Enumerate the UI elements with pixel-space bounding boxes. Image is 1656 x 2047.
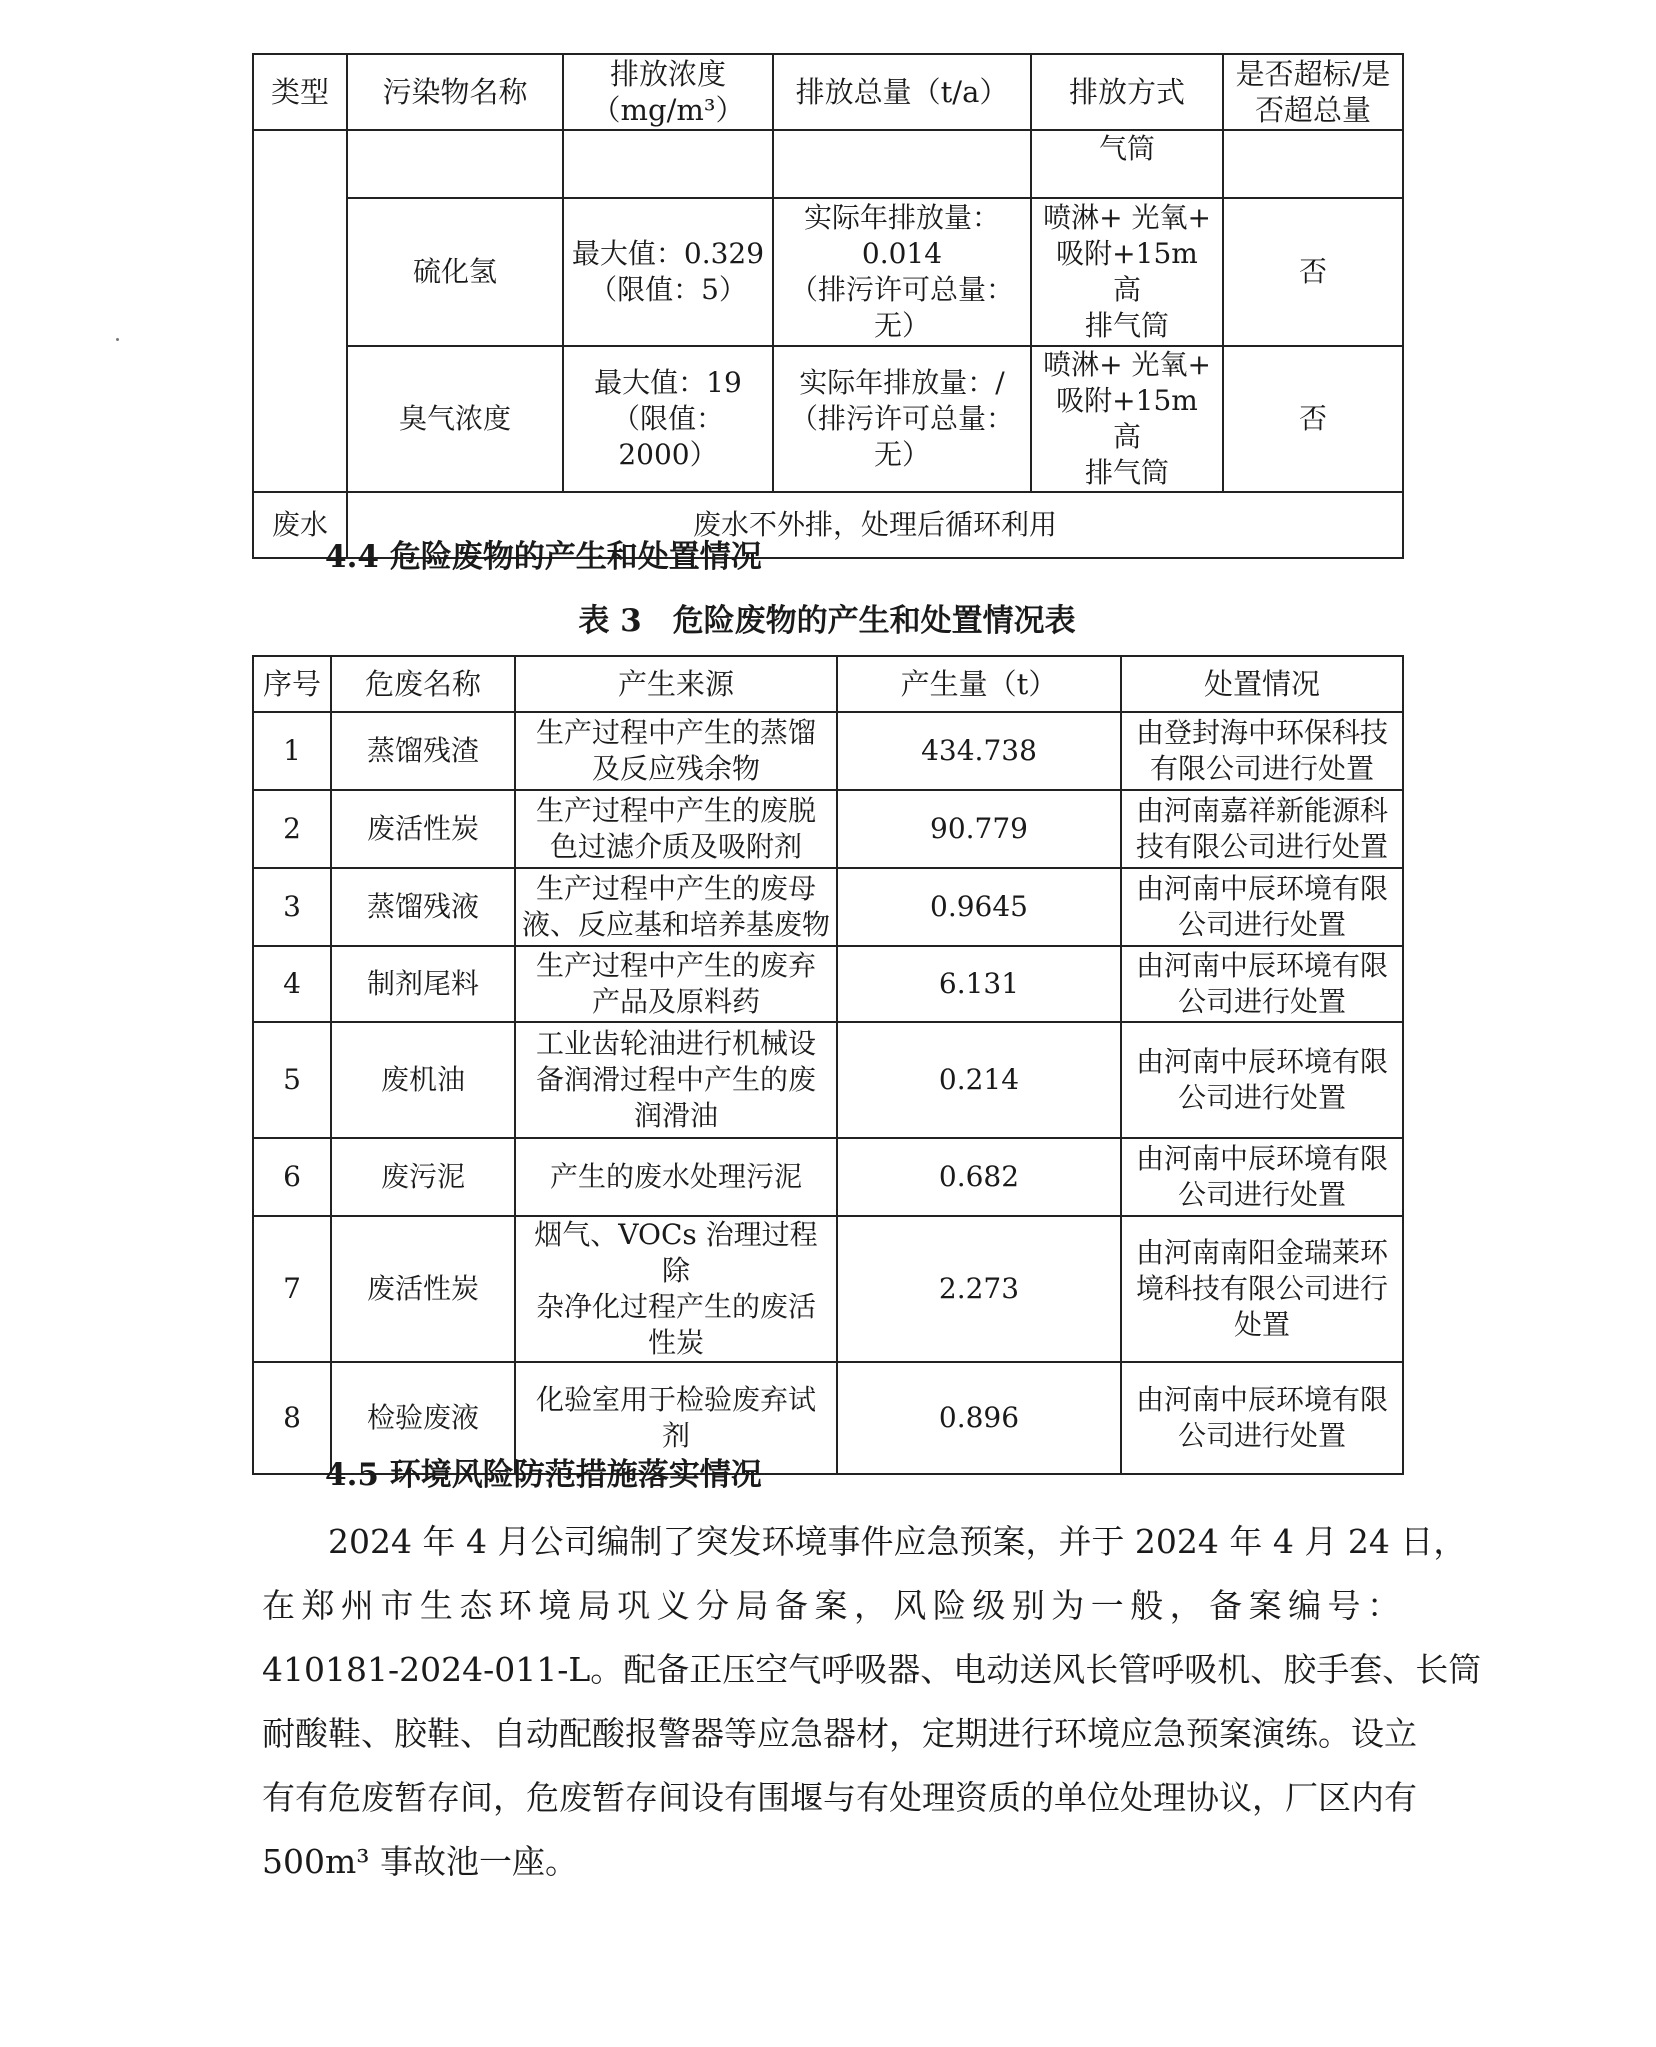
waste-name: 废活性炭 bbox=[331, 1216, 515, 1362]
waste-disposal: 由河南南阳金瑞莱环 境科技有限公司进行 处置 bbox=[1121, 1216, 1403, 1362]
header-cell: 危废名称 bbox=[331, 656, 515, 712]
waste-source: 化验室用于检验废弃试 剂 bbox=[515, 1362, 837, 1474]
waste-disposal: 由河南中辰环境有限 公司进行处置 bbox=[1121, 1022, 1403, 1138]
waste-name: 蒸馏残渣 bbox=[331, 712, 515, 790]
table-header-row bbox=[253, 54, 1403, 130]
header-cell: 污染物名称 bbox=[347, 54, 563, 130]
wastewater-note: 废水不外排，处理后循环利用 bbox=[347, 492, 1403, 558]
header-cell: 排放浓度 （mg/m³） bbox=[563, 54, 773, 130]
table-row bbox=[253, 1216, 1403, 1362]
waste-source: 工业齿轮油进行机械设 备润滑过程中产生的废 润滑油 bbox=[515, 1022, 837, 1138]
table-cell bbox=[773, 130, 1031, 198]
header-cell: 排放总量（t/a） bbox=[773, 54, 1031, 130]
waste-amount: 0.896 bbox=[837, 1362, 1121, 1474]
waste-source: 烟气、VOCs 治理过程除 杂净化过程产生的废活 性炭 bbox=[515, 1216, 837, 1362]
concentration-cell: 最大值：0.329 （限值：5） bbox=[563, 198, 773, 346]
method-cell: 气筒 bbox=[1031, 130, 1223, 198]
table-cell bbox=[347, 130, 563, 198]
waste-name: 制剂尾料 bbox=[331, 946, 515, 1022]
table-cell bbox=[563, 130, 773, 198]
paragraph-line: 有有危废暂存间，危废暂存间设有围堰与有处理资质的单位处理协议，厂区内有 bbox=[262, 1778, 1417, 1817]
waste-name: 蒸馏残液 bbox=[331, 868, 515, 946]
waste-disposal: 由河南中辰环境有限 公司进行处置 bbox=[1121, 946, 1403, 1022]
waste-disposal: 由河南中辰环境有限 公司进行处置 bbox=[1121, 1138, 1403, 1216]
table-row bbox=[253, 790, 1403, 868]
waste-source: 生产过程中产生的废母 液、反应基和培养基废物 bbox=[515, 868, 837, 946]
row-number: 7 bbox=[253, 1216, 331, 1362]
table-row bbox=[253, 1022, 1403, 1138]
pollutant-cell: 臭气浓度 bbox=[347, 346, 563, 492]
waste-name: 废机油 bbox=[331, 1022, 515, 1138]
hazardous-waste-table bbox=[252, 655, 1404, 1475]
table-cell bbox=[1223, 130, 1403, 198]
header-cell: 是否超标/是 否超总量 bbox=[1223, 54, 1403, 130]
header-cell: 序号 bbox=[253, 656, 331, 712]
waste-amount: 0.682 bbox=[837, 1138, 1121, 1216]
table-row bbox=[253, 1138, 1403, 1216]
waste-source: 生产过程中产生的蒸馏 及反应残余物 bbox=[515, 712, 837, 790]
waste-amount: 90.779 bbox=[837, 790, 1121, 868]
header-cell: 处置情况 bbox=[1121, 656, 1403, 712]
table-caption: 表 3 危险废物的产生和处置情况表 bbox=[578, 603, 1076, 639]
header-cell: 类型 bbox=[253, 54, 347, 130]
row-number: 4 bbox=[253, 946, 331, 1022]
waste-source: 生产过程中产生的废弃 产品及原料药 bbox=[515, 946, 837, 1022]
waste-disposal: 由河南中辰环境有限 公司进行处置 bbox=[1121, 868, 1403, 946]
risk-paragraph bbox=[262, 1510, 1482, 1894]
row-number: 1 bbox=[253, 712, 331, 790]
section-heading-4-4: 4.4 危险废物的产生和处置情况 bbox=[325, 539, 762, 575]
waste-disposal: 由河南中辰环境有限 公司进行处置 bbox=[1121, 1362, 1403, 1474]
paragraph-line: 耐酸鞋、胶鞋、自动配酸报警器等应急器材，定期进行环境应急预案演练。设立 bbox=[262, 1714, 1417, 1753]
total-cell: 实际年排放量： 0.014 （排污许可总量： 无） bbox=[773, 198, 1031, 346]
table-row bbox=[253, 130, 1403, 198]
table-row bbox=[253, 198, 1403, 346]
paragraph-line: 500m³ 事故池一座。 bbox=[262, 1842, 578, 1881]
table-row bbox=[253, 868, 1403, 946]
header-cell: 产生来源 bbox=[515, 656, 837, 712]
row-number: 3 bbox=[253, 868, 331, 946]
type-cell-blank bbox=[253, 130, 347, 492]
waste-disposal: 由河南嘉祥新能源科 技有限公司进行处置 bbox=[1121, 790, 1403, 868]
concentration-cell: 最大值：19 （限值：2000） bbox=[563, 346, 773, 492]
row-number: 8 bbox=[253, 1362, 331, 1474]
table-row bbox=[253, 712, 1403, 790]
header-cell: 排放方式 bbox=[1031, 54, 1223, 130]
pollutant-cell: 硫化氢 bbox=[347, 198, 563, 346]
paragraph-line: 410181-2024-011-L。配备正压空气呼吸器、电动送风长管呼吸机、胶手套、长筒 bbox=[262, 1650, 1482, 1689]
waste-amount: 434.738 bbox=[837, 712, 1121, 790]
exceed-cell: 否 bbox=[1223, 198, 1403, 346]
waste-name: 废活性炭 bbox=[331, 790, 515, 868]
row-number: 6 bbox=[253, 1138, 331, 1216]
waste-source: 产生的废水处理污泥 bbox=[515, 1138, 837, 1216]
waste-amount: 0.214 bbox=[837, 1022, 1121, 1138]
method-cell: 喷淋+ 光氧+ 吸附+15m 高 排气筒 bbox=[1031, 198, 1223, 346]
total-cell: 实际年排放量：/ （排污许可总量： 无） bbox=[773, 346, 1031, 492]
row-number: 2 bbox=[253, 790, 331, 868]
waste-amount: 0.9645 bbox=[837, 868, 1121, 946]
row-number: 5 bbox=[253, 1022, 331, 1138]
section-heading-4-5: 4.5 环境风险防范措施落实情况 bbox=[325, 1457, 762, 1493]
emissions-table bbox=[252, 53, 1404, 559]
waste-name: 废污泥 bbox=[331, 1138, 515, 1216]
waste-source: 生产过程中产生的废脱 色过滤介质及吸附剂 bbox=[515, 790, 837, 868]
method-cell: 喷淋+ 光氧+ 吸附+15m 高 排气筒 bbox=[1031, 346, 1223, 492]
paragraph-line: 在郑州市生态环境局巩义分局备案，风险级别为一般，备案编号： bbox=[262, 1586, 1400, 1625]
scan-speck bbox=[116, 338, 119, 341]
paragraph-line: 2024 年 4 月公司编制了突发环境事件应急预案，并于 2024 年 4 月 24 日， bbox=[262, 1522, 1467, 1561]
waste-amount: 2.273 bbox=[837, 1216, 1121, 1362]
table-header-row bbox=[253, 656, 1403, 712]
waste-name: 检验废液 bbox=[331, 1362, 515, 1474]
type-cell: 废水 bbox=[253, 492, 347, 558]
exceed-cell: 否 bbox=[1223, 346, 1403, 492]
table-row bbox=[253, 946, 1403, 1022]
waste-disposal: 由登封海中环保科技 有限公司进行处置 bbox=[1121, 712, 1403, 790]
table-row bbox=[253, 346, 1403, 492]
waste-amount: 6.131 bbox=[837, 946, 1121, 1022]
header-cell: 产生量（t） bbox=[837, 656, 1121, 712]
